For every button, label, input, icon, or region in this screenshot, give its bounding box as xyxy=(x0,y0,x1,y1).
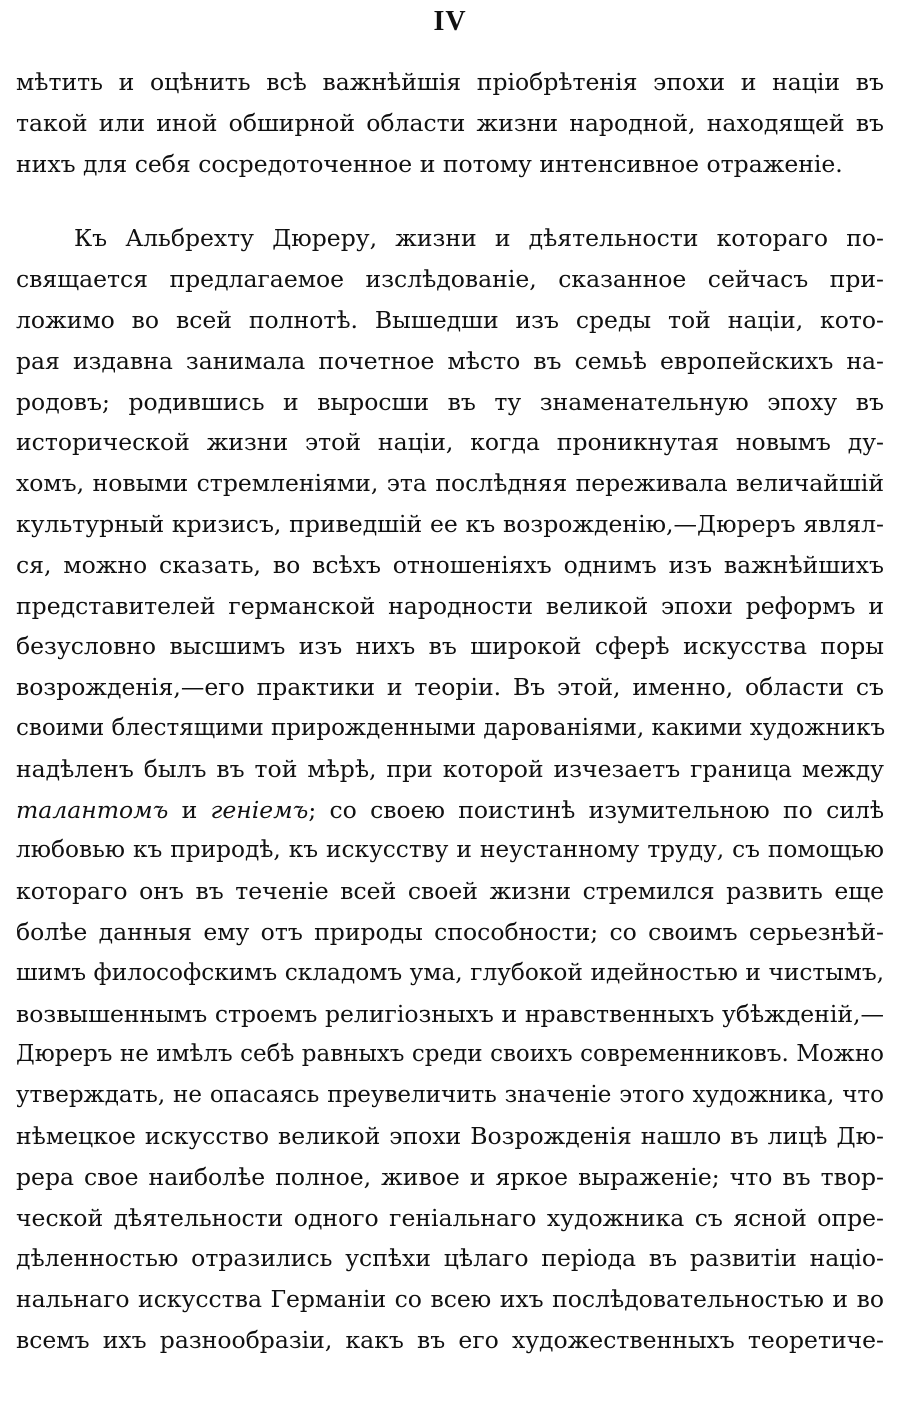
text-line: надѣленъ былъ въ той мѣрѣ, при которой изчезаетъ граница между xyxy=(16,754,884,783)
text-line: безусловно высшимъ изъ нихъ въ широкой сферѣ искусства поры xyxy=(16,632,884,661)
text-line: представителей германской народности великой эпохи реформъ и xyxy=(16,591,884,620)
text-line: ческой дѣятельности одного геніальнаго художника съ ясной опре- xyxy=(16,1203,884,1232)
text-line: мѣтить и оцѣнить всѣ важнѣйшія пріобрѣтенія эпохи и націи въ xyxy=(16,68,884,96)
text-line: котораго онъ въ теченіе всей своей жизни стремился развить еще xyxy=(16,877,884,906)
italic-word-genius: геніемъ xyxy=(210,795,309,824)
text-line: Къ Альбрехту Дюреру, жизни и дѣятельности котораго по- xyxy=(74,224,884,253)
text-line: родовъ; родившись и выросши въ ту знаменательную эпоху въ xyxy=(16,387,884,416)
text-line: болѣе данныя ему отъ природы способности; со своимъ серьезнѣй- xyxy=(16,917,884,946)
text-line: рая издавна занимала почетное мѣсто въ семьѣ европейскихъ на- xyxy=(16,346,884,375)
text-line: дѣленностью отразились успѣхи цѣлаго періода въ развитіи націо- xyxy=(16,1244,884,1273)
text-line: возвышеннымъ строемъ религіозныхъ и нравственныхъ убѣжденій,— xyxy=(16,999,884,1028)
text-line: утверждать, не опасаясь преувеличить значеніе этого художника, что xyxy=(16,1082,884,1109)
paragraph-gap xyxy=(16,184,884,218)
text-line: ложимо во всей полнотѣ. Вышедши изъ среды той націи, кото- xyxy=(16,305,884,334)
text-line: свящается предлагаемое изслѣдованіе, сказанное сейчасъ при- xyxy=(16,265,884,294)
text-line: исторической жизни этой націи, когда проникнутая новымъ ду- xyxy=(16,428,884,457)
text-line: такой или иной обширной области жизни народной, находящей въ xyxy=(16,108,884,137)
line-rest: ; со своею поистинѣ изумительною по силѣ xyxy=(308,795,884,824)
text-line: культурный кризисъ, приведшій ее къ возрожденію,—Дюреръ являл- xyxy=(16,509,884,538)
text-line: хомъ, новыми стремленіями, эта послѣдняя переживала величайшій xyxy=(16,469,884,498)
text-line: своими блестящими прирожденными дарованіями, какими художникъ xyxy=(16,714,886,741)
italic-word-talent: талантомъ xyxy=(16,795,169,824)
text-line: всемъ ихъ разнообразіи, какъ въ его художественныхъ теоретиче- xyxy=(16,1325,884,1354)
text-line: ся, можно сказать, во всѣхъ отношеніяхъ однимъ изъ важнѣйшихъ xyxy=(16,550,884,579)
body-text xyxy=(16,62,884,1361)
text-line: рера свое наиболѣе полное, живое и яркое выраженіе; что въ твор- xyxy=(16,1162,884,1191)
text-line: нихъ для себя сосредоточенное и потому интенсивное отраженіе. xyxy=(16,149,843,178)
text-line: возрожденія,—его практики и теоріи. Въ этой, именно, области съ xyxy=(16,673,884,702)
conjunction: и xyxy=(168,795,211,824)
text-line-italic xyxy=(16,790,884,831)
text-line: шимъ философскимъ складомъ ума, глубокой идейностью и чистымъ, xyxy=(16,958,884,986)
text-line: любовью къ природѣ, къ искусству и неустанному труду, съ помощью xyxy=(16,836,884,864)
text-line: нальнаго искусства Германіи со всею ихъ послѣдовательностью и во xyxy=(16,1285,884,1314)
text-line: Дюреръ не имѣлъ себѣ равныхъ среди своихъ современниковъ. Можно xyxy=(16,1041,884,1068)
text-line: нѣмецкое искусство великой эпохи Возрожденія нашло въ лицѣ Дю- xyxy=(16,1121,884,1150)
page-number: IV xyxy=(433,6,467,37)
